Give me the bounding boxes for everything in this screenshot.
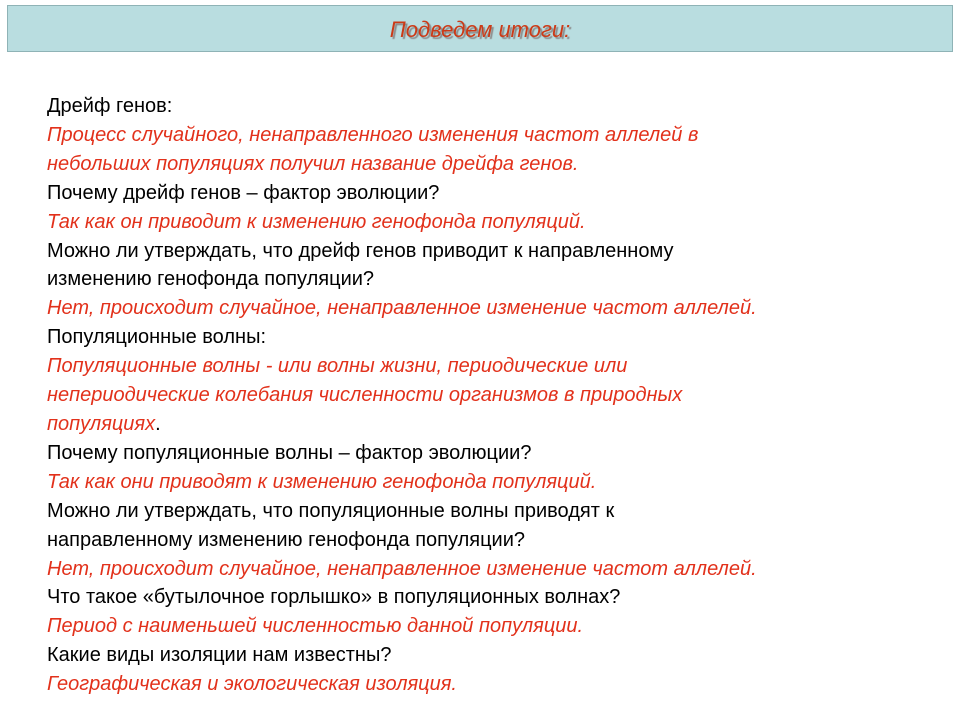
answer-line: Так как они приводят к изменению генофонда популяций. xyxy=(47,470,597,493)
answer-line: Период с наименьшей численностью данной популяции. xyxy=(47,615,584,638)
answer-line: Так как он приводит к изменению генофонда популяций. xyxy=(47,210,586,233)
answer-line: небольших популяциях получил название дрейфа генов. xyxy=(47,152,579,175)
question-line: Почему популяционные волны – фактор эволюции? xyxy=(47,441,532,464)
question-line: Можно ли утверждать, что популяционные волны приводят к xyxy=(47,499,615,522)
answer-line: непериодические колебания численности организмов в природных xyxy=(47,384,683,407)
answer-line-wrap xyxy=(47,410,927,439)
title-bar xyxy=(7,5,953,52)
slide-title: Подведем итоги: xyxy=(389,16,571,42)
answer-line: Популяционные волны - или волны жизни, периодические или xyxy=(47,355,628,378)
answer-line: Нет, происходит случайное, ненаправленное изменение частот аллелей. xyxy=(47,297,757,320)
period-mark: . xyxy=(155,412,161,435)
question-line: Почему дрейф генов – фактор эволюции? xyxy=(47,181,440,204)
question-line: Популяционные волны: xyxy=(47,326,267,349)
question-line: Дрейф генов: xyxy=(47,95,173,117)
question-line: изменению генофонда популяции? xyxy=(47,268,375,291)
answer-line: Нет, происходит случайное, ненаправленное изменение частот аллелей. xyxy=(47,557,757,580)
question-line: направленному изменению генофонда популяции? xyxy=(47,528,525,551)
question-line: Что такое «бутылочное горлышко» в популяционных волнах? xyxy=(47,586,621,609)
answer-line: популяциях xyxy=(47,412,156,435)
answer-line: Процесс случайного, ненаправленного изменения частот аллелей в xyxy=(47,123,699,146)
answer-line: Географическая и экологическая изоляция. xyxy=(47,673,457,696)
slide-content xyxy=(47,92,927,699)
question-line: Можно ли утверждать, что дрейф генов приводит к направленному xyxy=(47,239,674,262)
question-line: Какие виды изоляции нам известны? xyxy=(47,644,392,667)
